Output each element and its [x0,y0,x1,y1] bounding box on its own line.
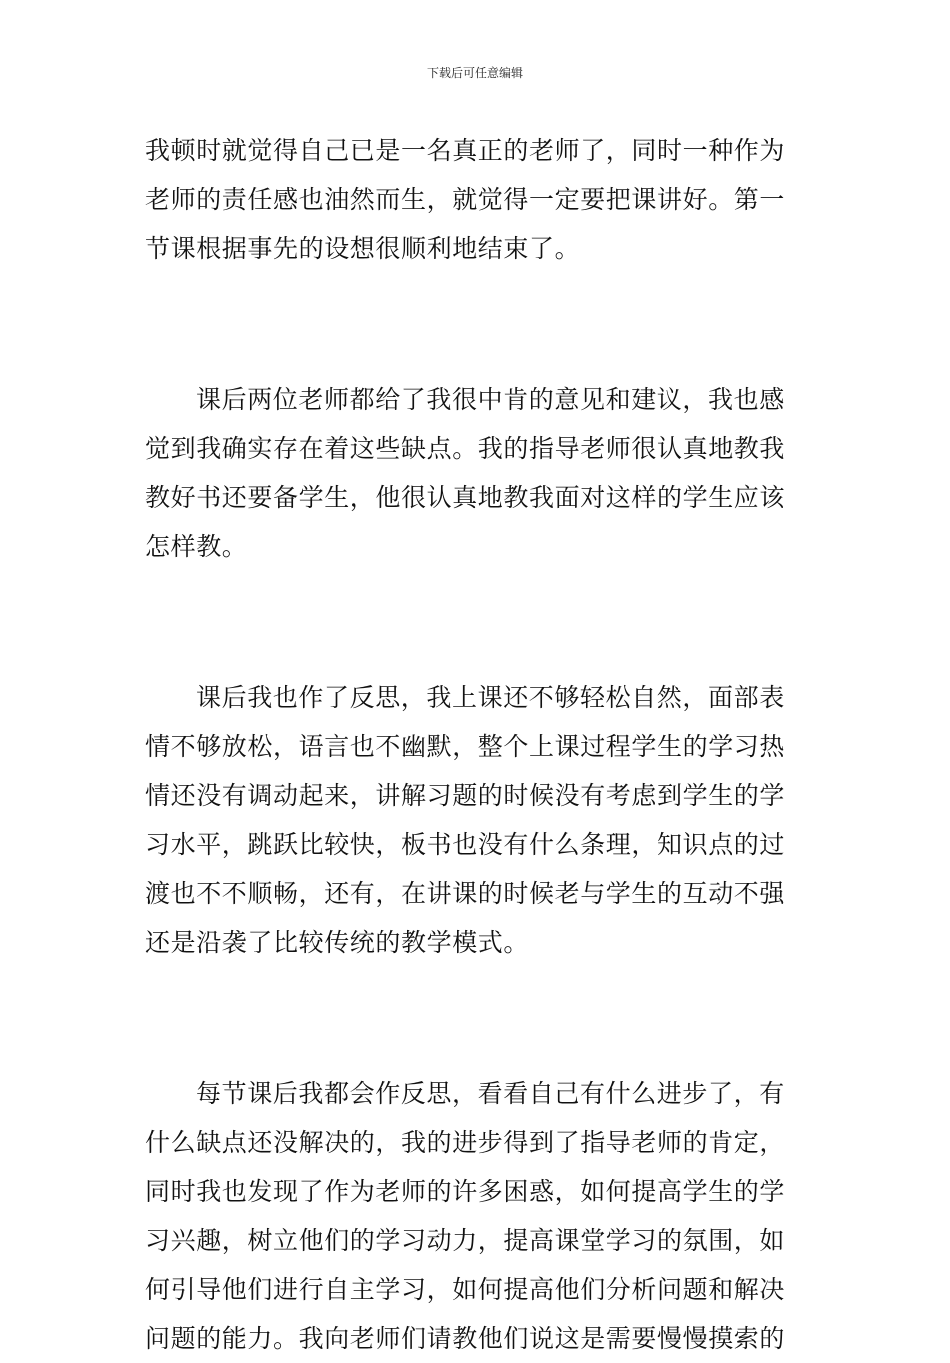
document-body [145,126,810,1363]
text-line: 问题的能力。我向老师们请教他们说这是需要慢慢摸索的 [145,1324,786,1353]
text-line: 渡也不不顺畅，还有，在讲课的时候老与学生的互动不强 [145,879,786,908]
text-line: 课后我也作了反思，我上课还不够轻松自然，面部表 [196,683,785,712]
text-line: 习水平，跳跃比较快，板书也没有什么条理，知识点的过 [145,830,786,859]
text-line: 我顿时就觉得自己已是一名真正的老师了，同时一种作为 [145,136,786,165]
paragraph-3 [145,673,810,967]
text-line: 什么缺点还没解决的，我的进步得到了指导老师的肯定， [145,1128,786,1157]
text-line: 节课根据事先的设想很顺利地结束了。 [145,234,581,263]
text-line: 何引导他们进行自主学习，如何提高他们分析问题和解决 [145,1275,786,1304]
text-line: 情不够放松，语言也不幽默，整个上课过程学生的学习热 [145,732,786,761]
text-line: 习兴趣，树立他们的学习动力，提高课堂学习的氛围，如 [145,1226,786,1255]
text-line: 觉到我确实存在着这些缺点。我的指导老师很认真地教我 [145,434,786,463]
text-line: 课后两位老师都给了我很中肯的意见和建议，我也感 [196,385,785,414]
text-line: 情还没有调动起来，讲解习题的时候没有考虑到学生的学 [145,781,786,810]
paragraph-gap [145,571,810,673]
text-line: 同时我也发现了作为老师的许多困惑，如何提高学生的学 [145,1177,786,1206]
paragraph-gap [145,273,810,375]
text-line: 怎样教。 [145,532,248,561]
paragraph-2 [145,375,810,571]
text-line: 还是沿袭了比较传统的教学模式。 [145,928,530,957]
paragraph-1 [145,126,810,273]
paragraph-4 [145,1069,810,1363]
text-line: 每节课后我都会作反思，看看自己有什么进步了，有 [196,1079,785,1108]
page-header: 下载后可任意编辑 [426,66,523,80]
text-line: 老师的责任感也油然而生，就觉得一定要把课讲好。第一 [145,185,786,214]
paragraph-gap [145,967,810,1069]
text-line: 教好书还要备学生，他很认真地教我面对这样的学生应该 [145,483,786,512]
